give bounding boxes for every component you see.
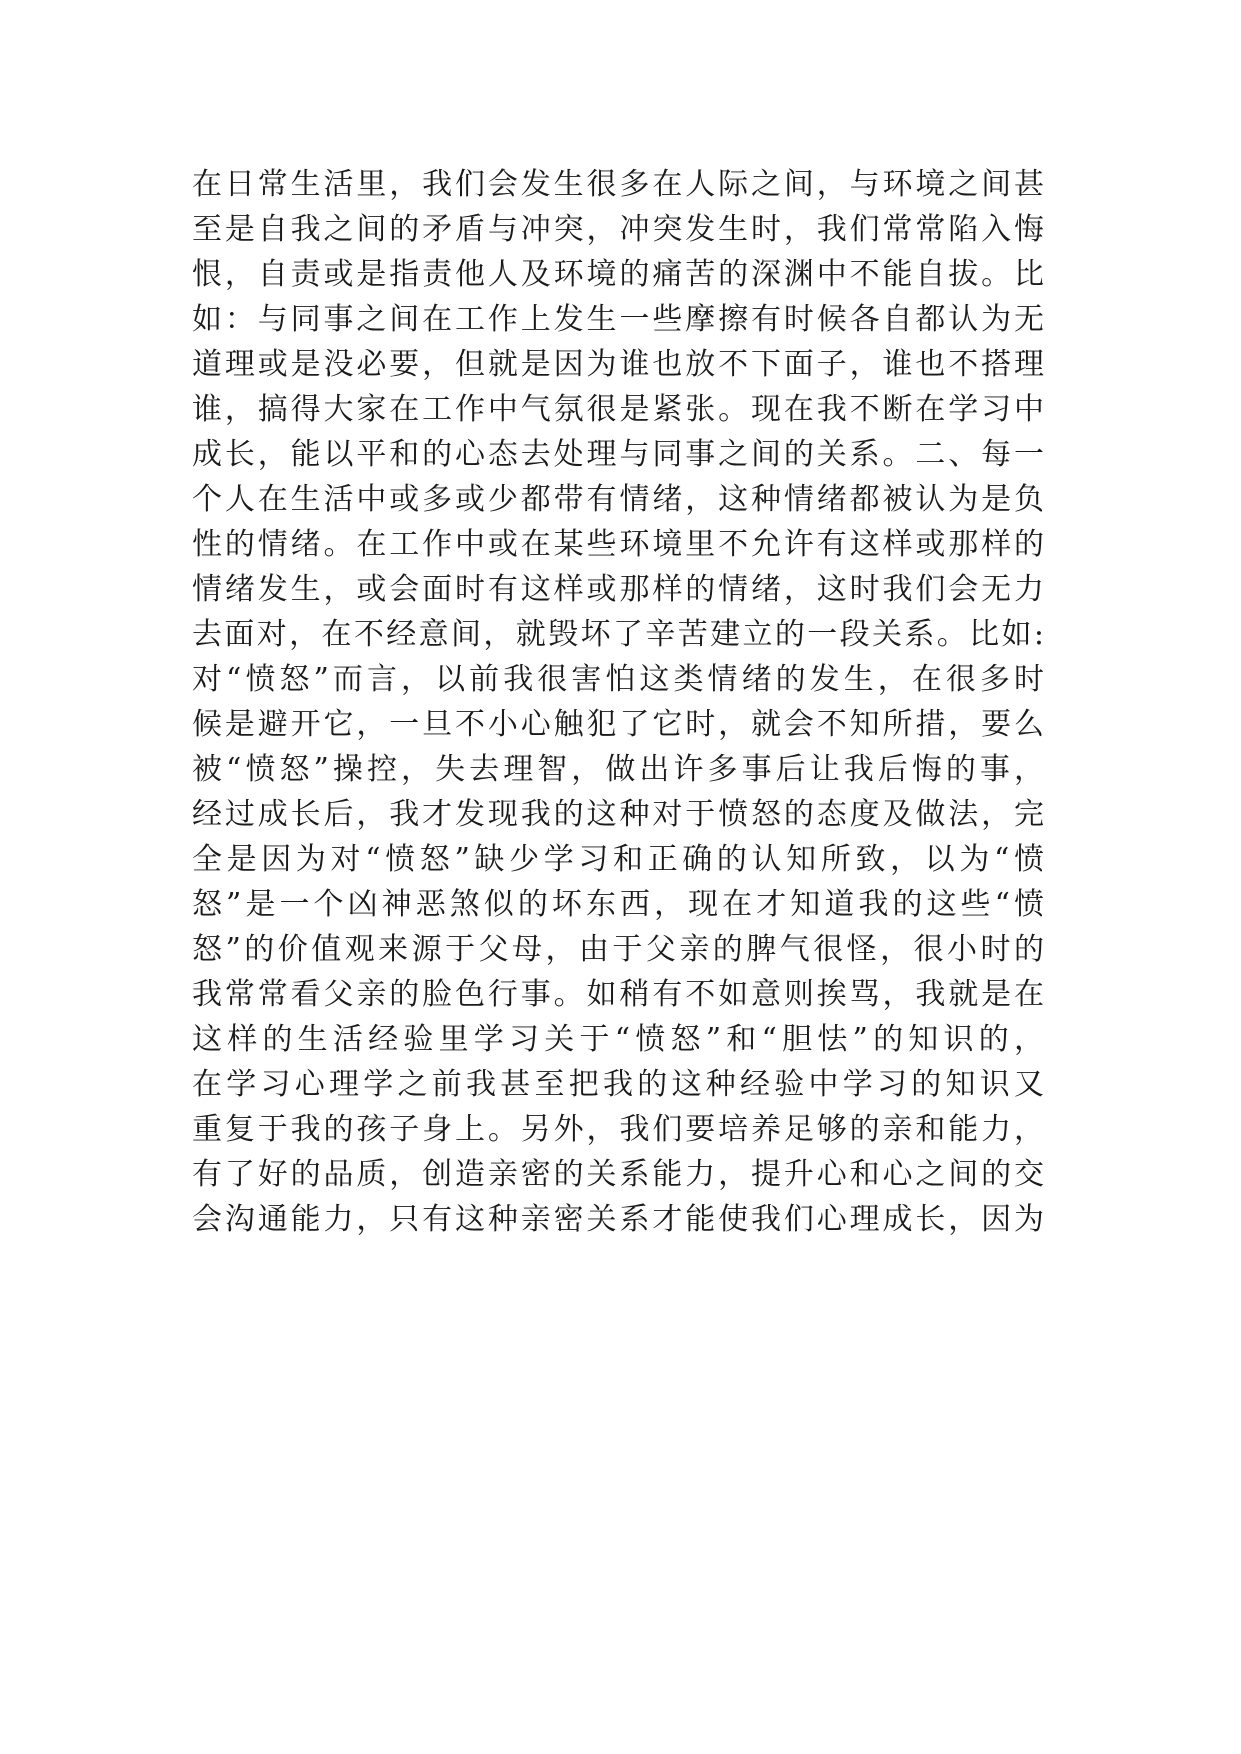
text-line-23: 有了好的品质，创造亲密的关系能力，提升心和心之间的交 xyxy=(192,1157,1044,1192)
text-line-20: 这样的生活经验里学习关于“愤怒”和“胆怯”的知识的， xyxy=(192,1022,1044,1057)
text-line-15: 经过成长后，我才发现我的这种对于愤怒的态度及做法，完 xyxy=(192,797,1044,832)
text-line-17: 怒”是一个凶神恶煞似的坏东西，现在才知道我的这些“愤 xyxy=(192,887,1044,922)
text-line-6: 谁，搞得大家在工作中气氛很是紧张。现在我不断在学习中 xyxy=(192,392,1044,427)
text-line-19: 我常常看父亲的脸色行事。如稍有不如意则挨骂，我就是在 xyxy=(192,977,1044,1012)
text-line-2: 至是自我之间的矛盾与冲突，冲突发生时，我们常常陷入悔 xyxy=(192,212,1044,247)
text-line-9: 性的情绪。在工作中或在某些环境里不允许有这样或那样的 xyxy=(192,527,1044,562)
text-line-12: 对“愤怒”而言，以前我很害怕这类情绪的发生，在很多时 xyxy=(192,662,1044,697)
text-line-3: 恨，自责或是指责他人及环境的痛苦的深渊中不能自拔。比 xyxy=(192,257,1044,292)
text-line-14: 被“愤怒”操控，失去理智，做出许多事后让我后悔的事， xyxy=(192,752,1044,787)
text-line-13: 候是避开它，一旦不小心触犯了它时，就会不知所措，要么 xyxy=(192,707,1044,742)
text-line-18: 怒”的价值观来源于父母，由于父亲的脾气很怪，很小时的 xyxy=(192,932,1044,967)
text-line-16: 全是因为对“愤怒”缺少学习和正确的认知所致，以为“愤 xyxy=(192,842,1044,877)
text-line-10: 情绪发生，或会面时有这样或那样的情绪，这时我们会无力 xyxy=(192,572,1044,607)
text-line-11: 去面对，在不经意间，就毁坏了辛苦建立的一段关系。比如: xyxy=(192,617,1044,652)
text-line-22: 重复于我的孩子身上。另外，我们要培养足够的亲和能力， xyxy=(192,1112,1044,1147)
body-paragraph xyxy=(192,162,1052,1242)
text-line-21: 在学习心理学之前我甚至把我的这种经验中学习的知识又 xyxy=(192,1067,1044,1102)
text-line-4: 如：与同事之间在工作上发生一些摩擦有时候各自都认为无 xyxy=(192,302,1044,337)
text-line-24: 会沟通能力，只有这种亲密关系才能使我们心理成长，因为 xyxy=(192,1202,1044,1237)
text-line-1: 在日常生活里，我们会发生很多在人际之间，与环境之间甚 xyxy=(192,167,1044,202)
text-line-8: 个人在生活中或多或少都带有情绪，这种情绪都被认为是负 xyxy=(192,482,1044,517)
text-line-5: 道理或是没必要，但就是因为谁也放不下面子，谁也不搭理 xyxy=(192,347,1044,382)
text-line-7: 成长，能以平和的心态去处理与同事之间的关系。二、每一 xyxy=(192,437,1044,472)
